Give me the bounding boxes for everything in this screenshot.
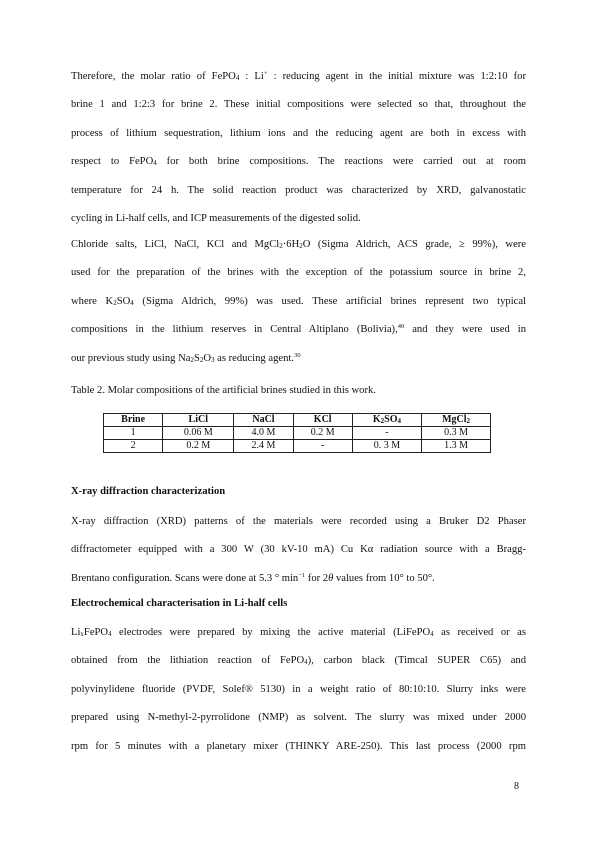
- text-line: brine 1 and 1:2:3 for brine 2. These initial compositions were selected so that, throughout the: [71, 99, 526, 111]
- text-line: compositions in the lithium reserves in Central Altiplano (Bolivia),$^{40}$ and they were used in: [71, 323, 526, 336]
- paragraph-electrochem: [71, 619, 526, 761]
- text-line: diffractometer equipped with a 300 W (30 kV-10 mA) Cu Kα radiation source with a Bragg-: [71, 544, 526, 556]
- brine-composition-table: [103, 413, 491, 453]
- text-line: rpm for 5 minutes with a planetary mixer (THINKY ARE-250). This last process (2000 rpm: [71, 740, 526, 752]
- text-line: Chloride salts, LiCl, NaCl, KCl and $MgCl_2\cdot 6H_2O$ (Sigma Aldrich, ACS grade, ≥ 99%), were: [71, 239, 527, 250]
- text-line: process of lithium sequestration, lithium ions and the reducing agent are both in excess with: [71, 127, 526, 139]
- text-line: X-ray diffraction (XRD) patterns of the materials were recorded using a Bruker D2 Phaser: [71, 516, 526, 527]
- text-line: Therefore, the molar ratio of FePO$_4$ : Li+ : reducing agent in the initial mixture was 1:2:10 for: [71, 70, 526, 82]
- header-licl: LiCl: [163, 414, 234, 427]
- table-cell: 1: [104, 427, 163, 440]
- text-line: cycling in Li-half cells, and ICP measurements of the digested solid.: [71, 212, 361, 224]
- header-k2so4: $K_2SO_4$: [352, 414, 421, 427]
- table-cell: 4.0 M: [234, 427, 293, 440]
- header-brine: Brine: [104, 414, 163, 427]
- table-cell: 0.06 M: [163, 427, 234, 440]
- text-line: $Li_xFePO_4$ electrodes were prepared by mixing the active material (LiFePO$_4$ as received or as: [71, 627, 526, 638]
- table-row: [104, 440, 491, 453]
- table-cell: 0.2 M: [163, 440, 234, 453]
- text-line: obtained from the lithiation reaction of FePO$_4$), carbon black (Timcal SUPER C65) and: [71, 655, 526, 667]
- text-line: polyvinylidene fluoride (PVDF, Solef® 5130) in a weight ratio of 80:10:10. Slurry inks were: [71, 683, 526, 695]
- table-cell: -: [352, 427, 421, 440]
- header-nacl: NaCl: [234, 414, 293, 427]
- text-line: prepared using N-methyl-2-pyrrolidone (NMP) as solvent. The slurry was mixed under 2000: [71, 712, 526, 724]
- table-cell: 0.3 M: [422, 427, 491, 440]
- page-number: 8: [514, 781, 519, 792]
- text-line: used for the preparation of the brines with the exception of the potassium source in brine 2,: [71, 267, 526, 279]
- section-heading-electrochem: Electrochemical characterisation in Li-half cells: [71, 598, 288, 609]
- table-row: [104, 427, 491, 440]
- section-heading-xrd: X-ray diffraction characterization: [71, 486, 226, 497]
- paragraph-molar-ratio: [71, 63, 526, 233]
- text-line: Brentano configuration. Scans were done at 5.3 ° $\min^{-1}$ for 2θ values from 10° to 50°.: [71, 571, 435, 584]
- text-line: respect to FePO$_4$ for both brine compositions. The reactions were carried out at room: [71, 156, 526, 168]
- paragraph-chloride-salts: [71, 231, 526, 373]
- table-cell: 1.3 M: [422, 440, 491, 453]
- table-cell: -: [293, 440, 352, 453]
- text-line: our previous study using $Na_2S_2O_3$ as reducing agent.$^{30}$: [71, 351, 301, 364]
- header-kcl: KCl: [293, 414, 352, 427]
- table-cell: 0. 3 M: [352, 440, 421, 453]
- table-caption: Table 2. Molar compositions of the artificial brines studied in this work.: [71, 385, 376, 396]
- table-header-row: [104, 414, 491, 427]
- text-line: where $K_2SO_4$ (Sigma Aldrich, 99%) was used. These artificial brines represent two typical: [71, 295, 526, 307]
- table-cell: 2.4 M: [234, 440, 293, 453]
- table-cell: 0.2 M: [293, 427, 352, 440]
- text-line: temperature for 24 h. The solid reaction product was characterized by XRD, galvanostatic: [71, 184, 526, 196]
- paragraph-xrd: [71, 508, 526, 593]
- table-cell: 2: [104, 440, 163, 453]
- header-mgcl2: MgCl$_2$: [422, 414, 491, 427]
